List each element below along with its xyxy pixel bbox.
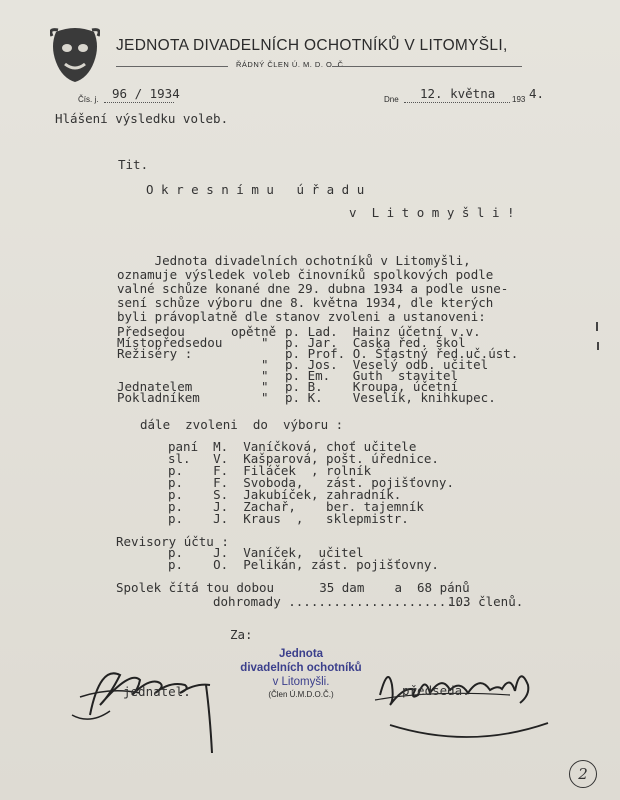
stamp-line: Jednota — [278, 648, 324, 660]
ref-value: 96 / 1934 — [112, 86, 180, 101]
salutation: Tit. — [118, 157, 149, 172]
auditor: p. O. Pelikán, zást. pojišťovny. — [168, 557, 439, 572]
date-year-prefix: 193 — [512, 95, 526, 104]
organization-stamp — [236, 647, 366, 701]
officer-note: " — [261, 368, 269, 383]
committee-member: p. J. Zachař, ber. tajemník — [168, 499, 424, 514]
committee-member: p. J. Kraus , sklepmistr. — [168, 511, 409, 526]
officer-name: p. Prof. O. Šťastný řed.uč.úst. — [285, 346, 519, 361]
officer-note: " — [261, 357, 269, 372]
date-value: 12. května — [420, 86, 496, 101]
officer-name: p. B. Kroupa, účetní — [285, 379, 459, 394]
body-line: valné schůze konané dne 29. dubna 1934 a podle usne- — [117, 281, 509, 296]
ref-label: Čís. j. — [78, 95, 99, 104]
auditors-list — [168, 546, 439, 570]
committee-member: p. F. Svoboda, zást. pojišťovny. — [168, 475, 454, 490]
officer-role: Režiséry : — [117, 346, 193, 361]
stamp-line: divadelních ochotníků — [240, 662, 362, 674]
officer-name: p. Lad. Hainz účetní v.v. — [285, 324, 481, 339]
letterhead-member: ŘÁDNÝ ČLEN Ú. M. D. O. Č. — [236, 60, 347, 69]
officer-name: p. K. Veselík, knihkupec. — [285, 390, 496, 405]
summary-line2-label: dohromady ........................ — [213, 594, 469, 609]
page-mark: 2 — [569, 760, 597, 788]
body-line: byli právoplatně dle stanov zvoleni a ustanoveni: — [117, 309, 486, 324]
officer-name: p. Em. Guth stavitel — [285, 368, 459, 383]
summary-line2-value: 103 členů. — [448, 594, 524, 609]
committee-member: p. S. Jakubíček, zahradník. — [168, 487, 402, 502]
mask-logo-icon — [50, 26, 100, 84]
committee-member: p. F. Filáček , rolník — [168, 463, 372, 478]
predseda-label: předseda. — [402, 683, 470, 698]
stamp-line: (Člen Ú.M.D.O.Č.) — [268, 690, 334, 699]
predseda-signature-icon — [370, 655, 560, 750]
body-text — [117, 254, 508, 324]
body-line: sení schůze výboru dne 8. května 1934, dle kterých — [117, 295, 494, 310]
officer-note: " — [261, 379, 269, 394]
jednatel-signature-icon — [70, 645, 230, 755]
auditors-heading: Revisory účtu : — [116, 534, 229, 549]
subject: Hlášení výsledku voleb. — [55, 111, 229, 126]
officer-name: p. Jar. Caska řed. škol — [285, 335, 466, 350]
za-label: Za: — [230, 627, 253, 642]
officer-note: opětně — [231, 324, 277, 339]
letterhead-org: JEDNOTA DIVADELNÍCH OCHOTNÍKŮ V LITOMYŠLI, — [116, 37, 508, 54]
officer-name: p. Jos. Veselý odb. učitel — [285, 357, 489, 372]
officer-note: " — [261, 390, 269, 405]
committee-heading: dále zvoleni do výboru : — [140, 417, 344, 432]
officer-role: Pokladníkem — [117, 390, 200, 405]
officer-role: Jednatelem — [117, 379, 193, 394]
body-line: Jednota divadelních ochotníků v Litomyšli, — [117, 253, 471, 268]
auditor: p. J. Vaníček, učitel — [168, 545, 364, 560]
committee-member: paní M. Vaníčková, choť učitele — [168, 439, 417, 454]
addressee-line2: v L i t o m y š l i ! — [349, 205, 515, 220]
addressee-line1: O k r e s n í m u ú ř a d u — [146, 182, 365, 197]
body-line: oznamuje výsledek voleb činovníků spolkových podle — [117, 267, 494, 282]
summary-line1: Spolek čítá tou dobou 35 dam a 68 pánů — [116, 580, 470, 595]
committee-list — [168, 440, 454, 524]
committee-member: sl. V. Kašparová, pošt. úřednice. — [168, 451, 439, 466]
officer-role: Místopředsedou — [117, 335, 223, 350]
officer-note: " — [261, 335, 269, 350]
stamp-line: v Litomyšli. — [272, 676, 330, 688]
date-label: Dne — [384, 95, 399, 104]
officer-role: Předsedou — [117, 324, 185, 339]
jednatel-label: jednatel. — [123, 684, 191, 699]
date-year-suffix: 4. — [529, 86, 545, 101]
